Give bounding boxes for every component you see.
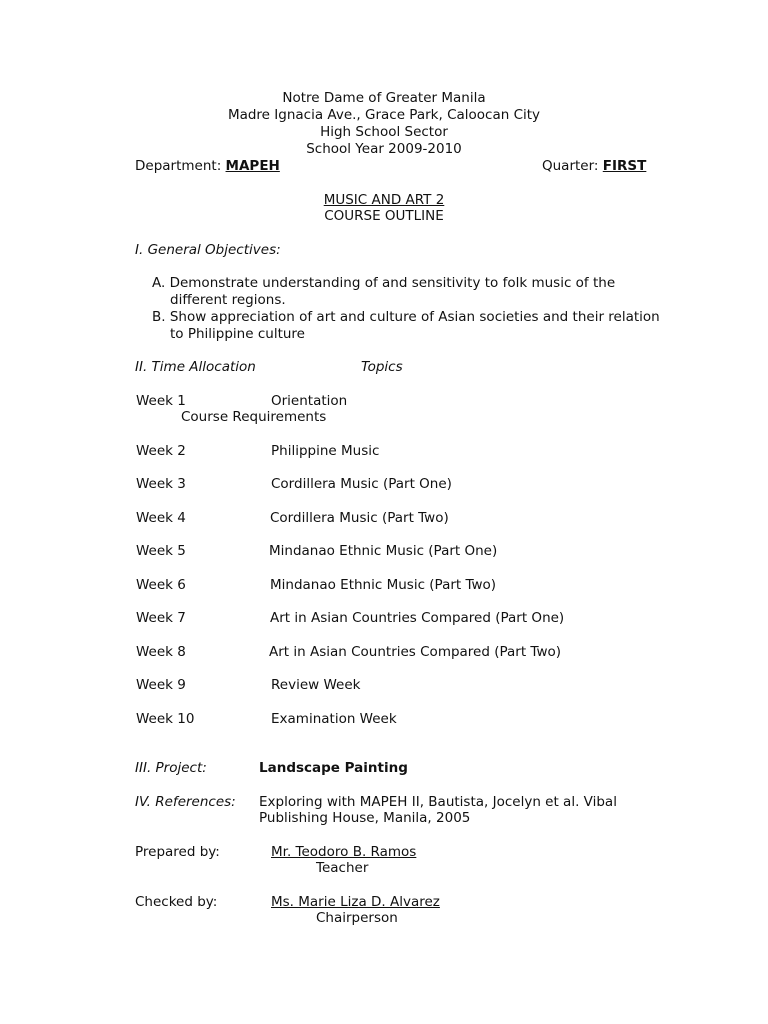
department-label: Department:	[135, 158, 222, 174]
week-label: Week 9	[136, 677, 186, 693]
week-topic: Art in Asian Countries Compared (Part Two)	[269, 644, 562, 660]
week-label: Week 2	[136, 443, 186, 459]
week-topic: Examination Week	[271, 711, 397, 727]
week-label: Week 6	[136, 577, 186, 593]
references-label: IV. References:	[135, 794, 236, 810]
week-label: Week 4	[136, 510, 186, 526]
week-topic: Art in Asian Countries Compared (Part One)	[270, 610, 565, 626]
week-label: Week 1	[136, 393, 186, 409]
week-label: Week 8	[136, 644, 186, 660]
objective-b-line1: B. Show appreciation of art and culture of Asian societies and their relation	[152, 309, 660, 325]
quarter-line	[542, 158, 646, 175]
quarter-label: Quarter:	[542, 158, 599, 174]
checked-by-role: Chairperson	[316, 910, 398, 926]
school-name: Notre Dame of Greater Manila	[282, 90, 486, 106]
objective-a-line2: different regions.	[170, 292, 286, 308]
course-subtitle: COURSE OUTLINE	[324, 208, 444, 224]
school-year: School Year 2009-2010	[306, 141, 462, 157]
prepared-by-label: Prepared by:	[135, 844, 220, 860]
objectives-heading: I. General Objectives:	[135, 242, 281, 258]
quarter-value: FIRST	[602, 158, 647, 174]
prepared-by-role: Teacher	[316, 860, 369, 876]
week-topic: Cordillera Music (Part Two)	[270, 510, 449, 526]
prepared-by-name: Mr. Teodoro B. Ramos	[271, 844, 417, 860]
department-line	[135, 158, 284, 175]
week-topic-extra: Course Requirements	[181, 409, 327, 425]
project-value: Landscape Painting	[259, 760, 408, 776]
week-topic: Review Week	[271, 677, 361, 693]
time-allocation-heading: II. Time Allocation	[135, 359, 256, 375]
week-topic: Mindanao Ethnic Music (Part Two)	[270, 577, 497, 593]
school-sector: High School Sector	[320, 124, 448, 140]
week-label: Week 10	[136, 711, 195, 727]
week-topic: Cordillera Music (Part One)	[271, 476, 452, 492]
week-topic: Philippine Music	[271, 443, 380, 459]
objective-a-line1: A. Demonstrate understanding of and sensitivity to folk music of the	[152, 275, 616, 291]
week-topic: Orientation	[271, 393, 348, 409]
objective-b-line2: to Philippine culture	[170, 326, 305, 342]
school-address: Madre Ignacia Ave., Grace Park, Caloocan City	[227, 107, 541, 123]
week-label: Week 5	[136, 543, 186, 559]
course-title: MUSIC AND ART 2	[323, 192, 445, 208]
reference-line2: Publishing House, Manila, 2005	[259, 810, 471, 826]
week-label: Week 3	[136, 476, 186, 492]
project-label: III. Project:	[135, 760, 207, 776]
reference-line1: Exploring with MAPEH II, Bautista, Jocelyn et al. Vibal	[259, 794, 617, 810]
checked-by-label: Checked by:	[135, 894, 218, 910]
week-topic: Mindanao Ethnic Music (Part One)	[269, 543, 498, 559]
topics-heading: Topics	[361, 359, 403, 375]
department-value: MAPEH	[225, 158, 280, 174]
checked-by-name: Ms. Marie Liza D. Alvarez	[271, 894, 440, 910]
week-label: Week 7	[136, 610, 186, 626]
